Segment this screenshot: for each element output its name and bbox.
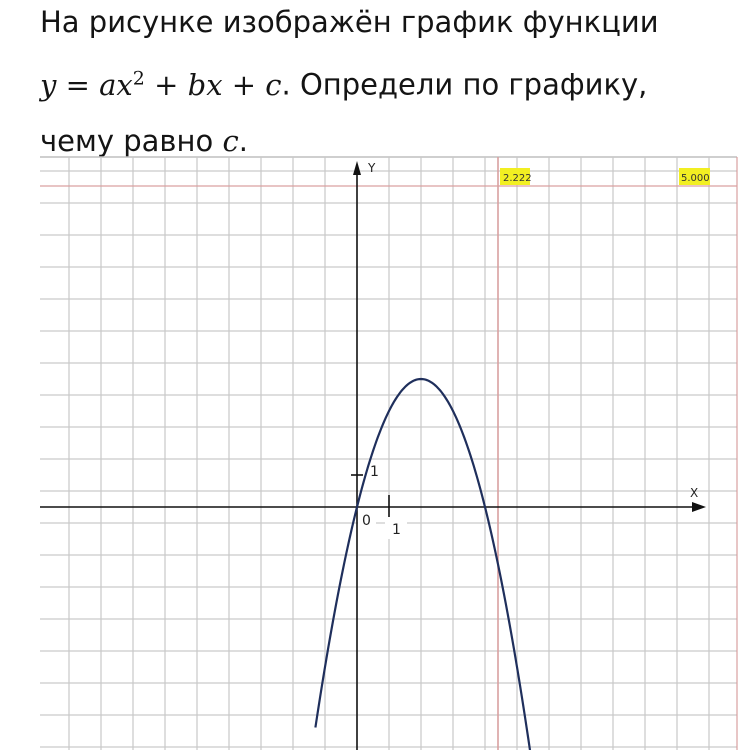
x-unit-label: 1 [392,522,401,538]
marker-left-label: 2.222 [503,173,532,184]
x-axis-label: X [690,486,699,500]
axis-labels [358,161,698,539]
y-unit-label: 1 [370,464,379,480]
grid [40,157,737,750]
formula-rest: + bx + c [144,67,282,102]
formula-y: y [40,67,57,102]
task-variable-c: c [222,123,239,158]
parabola [315,379,645,750]
axes [40,161,706,750]
task-line-1: На рисунке изображён график функции [40,5,659,39]
parabola-curve [315,379,645,750]
task-line-2-tail: . Определи по графику, [281,67,648,102]
marker-right-label: 5.000 [681,173,710,184]
task-line-3-end: . [238,123,248,158]
x-axis-arrow [692,502,706,512]
formula-exponent: 2 [132,67,145,89]
y-axis-arrow [353,161,361,175]
formula-ax: ax [99,67,133,102]
formula-eq: = [56,67,100,102]
task-line-3-start: чему равно [40,123,223,158]
y-axis-label: Y [368,161,376,175]
origin-label: 0 [362,513,371,529]
